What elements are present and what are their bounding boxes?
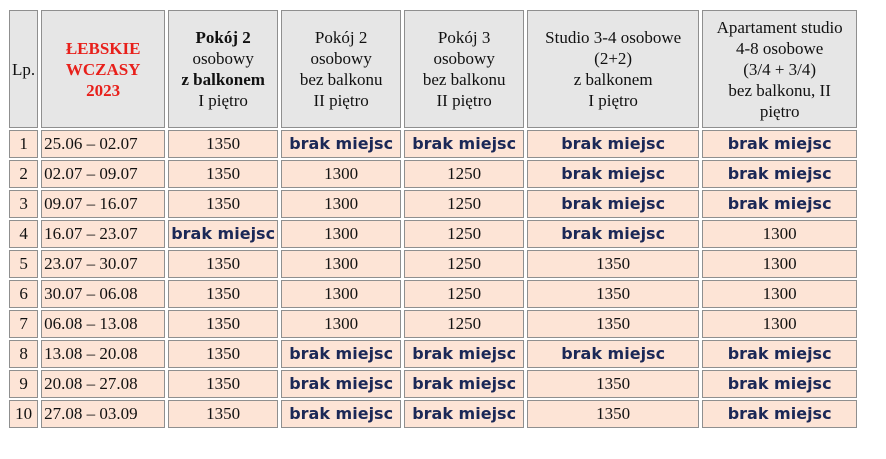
table-row: [9, 280, 857, 308]
price-cell: 1300: [702, 250, 857, 278]
date-range: 06.08 – 13.08: [41, 310, 165, 338]
price-cell: 1350: [527, 250, 699, 278]
price-cell: 1300: [281, 250, 401, 278]
price-cell: 1300: [702, 220, 857, 248]
price-cell: 1300: [702, 280, 857, 308]
no-vacancy-cell: brak miejsc: [702, 160, 857, 188]
row-number: 9: [9, 370, 38, 398]
price-cell: 1350: [168, 130, 278, 158]
date-range: 30.07 – 06.08: [41, 280, 165, 308]
table-body: [9, 130, 857, 428]
room-type-header: [281, 10, 401, 128]
price-cell: 1350: [168, 190, 278, 218]
no-vacancy-cell: brak miejsc: [527, 160, 699, 188]
price-cell: 1250: [404, 190, 524, 218]
room-type-header-line: Apartament studio: [716, 17, 843, 37]
row-number: 4: [9, 220, 38, 248]
price-cell: 1300: [281, 220, 401, 248]
price-cell: 1300: [281, 160, 401, 188]
price-cell: 1250: [404, 280, 524, 308]
no-vacancy-cell: brak miejsc: [281, 340, 401, 368]
row-number: 6: [9, 280, 38, 308]
room-type-header-line: I piętro: [588, 91, 638, 110]
price-cell: 1300: [281, 280, 401, 308]
room-type-header-line: Pokój 2: [314, 28, 368, 47]
date-range: 13.08 – 20.08: [41, 340, 165, 368]
table-header: [9, 10, 857, 128]
price-cell: 1250: [404, 220, 524, 248]
price-cell: 1350: [527, 310, 699, 338]
no-vacancy-cell: brak miejsc: [527, 340, 699, 368]
price-cell: 1350: [527, 400, 699, 428]
no-vacancy-cell: brak miejsc: [281, 400, 401, 428]
date-range: 27.08 – 03.09: [41, 400, 165, 428]
no-vacancy-cell: brak miejsc: [702, 400, 857, 428]
room-type-header-line: I piętro: [198, 91, 248, 110]
price-cell: 1350: [168, 340, 278, 368]
season-title-line: ŁEBSKIE: [65, 38, 141, 58]
table-row: [9, 220, 857, 248]
date-range: 20.08 – 27.08: [41, 370, 165, 398]
no-vacancy-cell: brak miejsc: [702, 370, 857, 398]
room-type-header-line: Pokój 3: [437, 28, 491, 47]
room-type-header-line: (2+2): [594, 49, 633, 68]
table-row: [9, 190, 857, 218]
table-row: [9, 160, 857, 188]
room-type-header-line: (3/4 + 3/4): [743, 59, 817, 79]
room-type-header-line: z balkonem: [181, 70, 265, 89]
no-vacancy-cell: brak miejsc: [404, 340, 524, 368]
row-number: 8: [9, 340, 38, 368]
price-cell: 1350: [527, 280, 699, 308]
row-number: 7: [9, 310, 38, 338]
date-range: 16.07 – 23.07: [41, 220, 165, 248]
row-number: 1: [9, 130, 38, 158]
table-row: [9, 340, 857, 368]
room-type-header-line: z balkonem: [573, 70, 653, 89]
price-cell: 1250: [404, 250, 524, 278]
price-cell: 1300: [702, 310, 857, 338]
row-number: 3: [9, 190, 38, 218]
price-cell: 1300: [281, 190, 401, 218]
room-type-header-line: osobowy: [310, 49, 372, 68]
room-type-header-line: Pokój 2: [195, 28, 251, 47]
room-type-header-line: II piętro: [313, 91, 369, 110]
room-type-header: [168, 10, 278, 128]
no-vacancy-cell: brak miejsc: [168, 220, 278, 248]
no-vacancy-cell: brak miejsc: [404, 130, 524, 158]
room-type-header-line: osobowy: [433, 49, 495, 68]
no-vacancy-cell: brak miejsc: [404, 400, 524, 428]
room-type-header-line: osobowy: [192, 49, 254, 68]
row-number: 2: [9, 160, 38, 188]
date-range: 25.06 – 02.07: [41, 130, 165, 158]
season-title: [41, 10, 165, 128]
table-row: [9, 400, 857, 428]
lp-header: Lp.: [9, 10, 38, 128]
table-row: [9, 370, 857, 398]
room-type-header: [404, 10, 524, 128]
price-cell: 1350: [168, 370, 278, 398]
table-row: [9, 130, 857, 158]
no-vacancy-cell: brak miejsc: [702, 190, 857, 218]
season-title-line: WCZASY: [65, 59, 141, 79]
no-vacancy-cell: brak miejsc: [281, 370, 401, 398]
price-cell: 1350: [168, 400, 278, 428]
price-cell: 1250: [404, 160, 524, 188]
no-vacancy-cell: brak miejsc: [527, 130, 699, 158]
price-cell: 1300: [281, 310, 401, 338]
date-range: 02.07 – 09.07: [41, 160, 165, 188]
price-cell: 1350: [168, 160, 278, 188]
row-number: 5: [9, 250, 38, 278]
room-type-header-line: Studio 3-4 osobowe: [545, 28, 682, 47]
no-vacancy-cell: brak miejsc: [404, 370, 524, 398]
no-vacancy-cell: brak miejsc: [281, 130, 401, 158]
date-range: 09.07 – 16.07: [41, 190, 165, 218]
header-row: [9, 10, 857, 128]
table-row: [9, 250, 857, 278]
price-cell: 1350: [168, 250, 278, 278]
room-type-header-line: bez balkonu: [422, 70, 506, 89]
table-row: [9, 310, 857, 338]
price-table: [6, 8, 860, 430]
price-cell: 1250: [404, 310, 524, 338]
room-type-header-line: 4-8 osobowe: [735, 38, 824, 58]
date-range: 23.07 – 30.07: [41, 250, 165, 278]
price-cell: 1350: [168, 310, 278, 338]
price-cell: 1350: [527, 370, 699, 398]
price-cell: 1350: [168, 280, 278, 308]
room-type-header-line: piętro: [759, 101, 800, 121]
room-type-header-line: bez balkonu, II: [728, 80, 831, 100]
no-vacancy-cell: brak miejsc: [527, 190, 699, 218]
row-number: 10: [9, 400, 38, 428]
room-type-header-line: bez balkonu: [299, 70, 383, 89]
room-type-header: [527, 10, 699, 128]
no-vacancy-cell: brak miejsc: [527, 220, 699, 248]
no-vacancy-cell: brak miejsc: [702, 340, 857, 368]
room-type-header: [702, 10, 857, 128]
no-vacancy-cell: brak miejsc: [702, 130, 857, 158]
season-title-line: 2023: [86, 80, 121, 100]
room-type-header-line: II piętro: [436, 91, 492, 110]
